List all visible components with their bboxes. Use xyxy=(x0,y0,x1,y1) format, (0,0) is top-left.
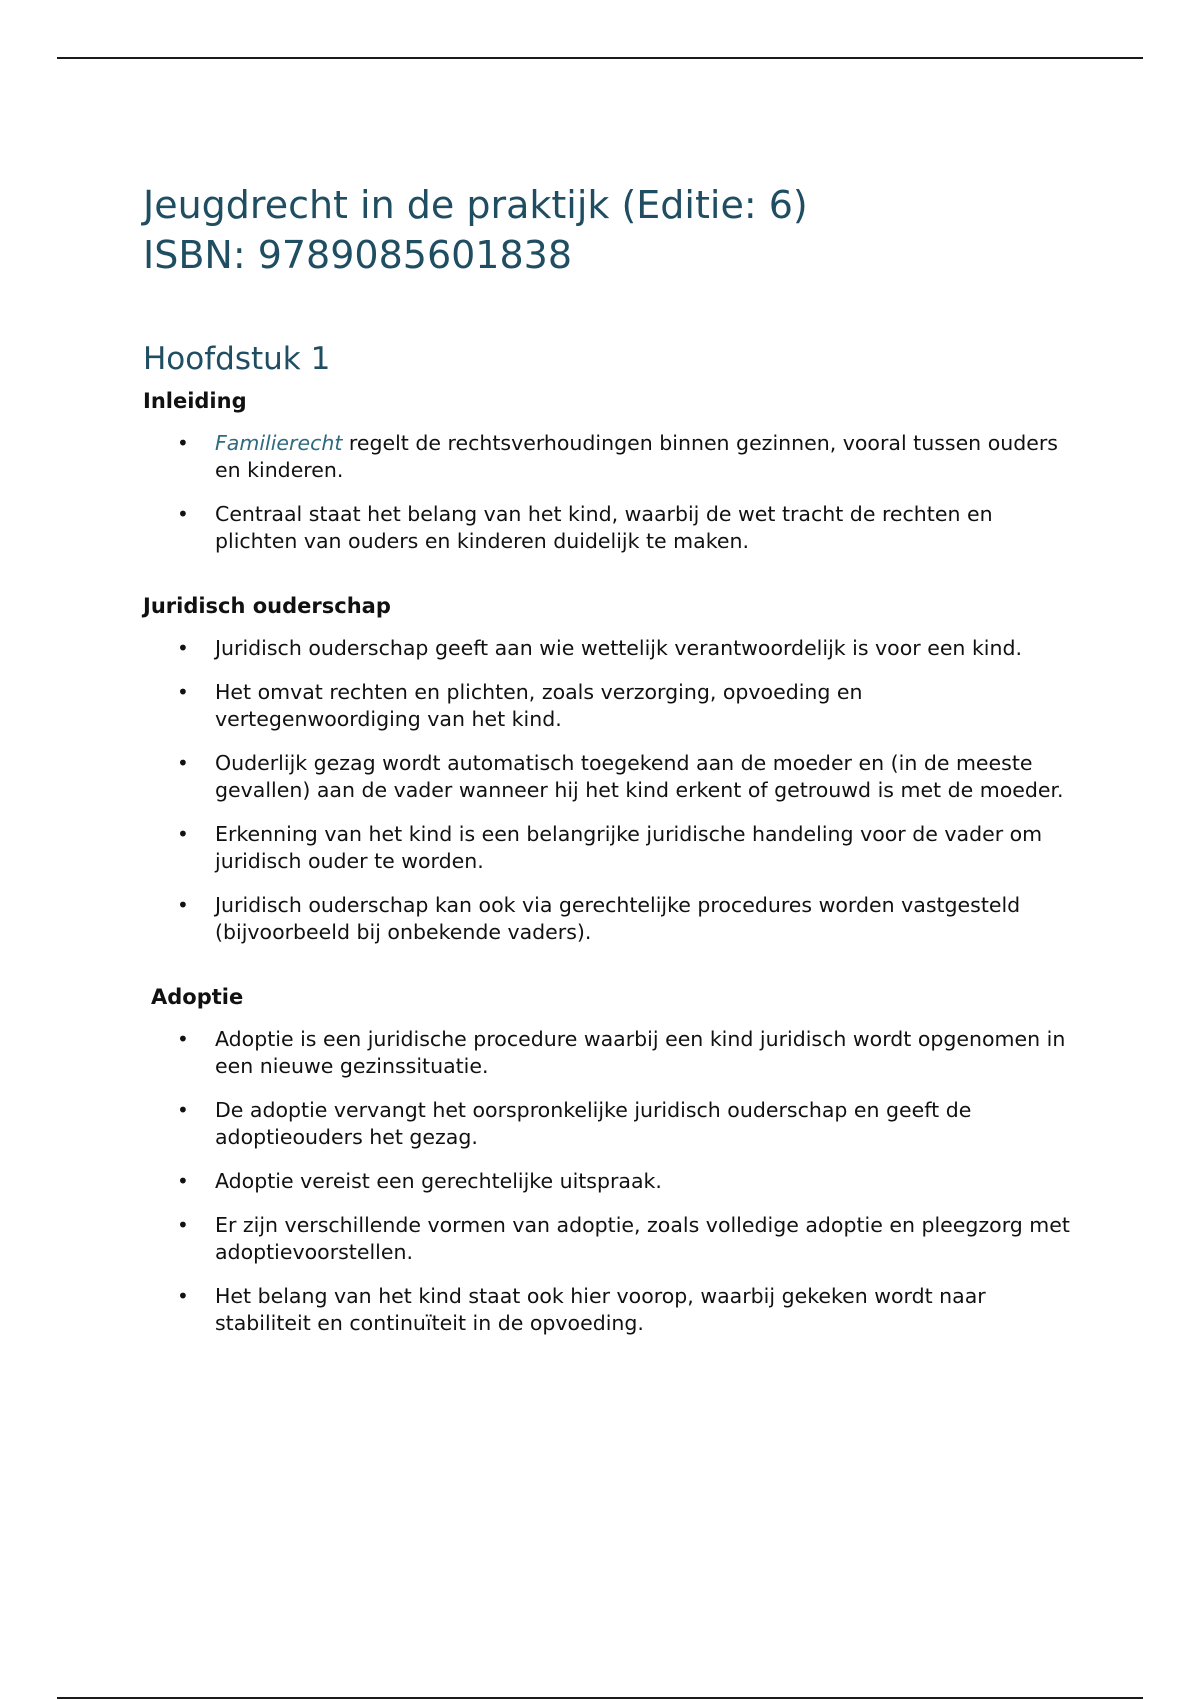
document-title-isbn: ISBN: 9789085601838 xyxy=(143,233,573,277)
bullet-icon: • xyxy=(177,1284,189,1308)
list-item xyxy=(143,679,1073,733)
bullet-icon: • xyxy=(177,636,189,660)
bullet-icon: • xyxy=(177,1027,189,1051)
bullet-list-inleiding xyxy=(143,430,1073,555)
document-title-line-1: Jeugdrecht in de praktijk (Editie: 6) xyxy=(143,183,808,227)
list-item-text: Juridisch ouderschap geeft aan wie wettelijk verantwoordelijk is voor een kind. xyxy=(215,636,1023,660)
list-item xyxy=(143,750,1073,804)
list-item xyxy=(143,892,1073,946)
list-item-text: Er zijn verschillende vormen van adoptie, zoals volledige adoptie en pleegzorg met adoptievoorstellen. xyxy=(215,1213,1070,1264)
bullet-list-juridisch-ouderschap xyxy=(143,635,1073,946)
bullet-icon: • xyxy=(177,680,189,704)
document-title xyxy=(143,180,1073,280)
section-heading-juridisch-ouderschap: Juridisch ouderschap xyxy=(143,594,391,618)
term-familierecht: Familierecht xyxy=(215,431,343,455)
bullet-icon: • xyxy=(177,751,189,775)
list-item xyxy=(143,821,1073,875)
list-item xyxy=(143,635,1073,662)
bullet-icon: • xyxy=(177,822,189,846)
list-item-text: Centraal staat het belang van het kind, waarbij de wet tracht de rechten en plichten van ouders en kinderen duidelijk te maken. xyxy=(215,502,993,553)
bullet-icon: • xyxy=(177,502,189,526)
bullet-list-adoptie xyxy=(143,1026,1073,1337)
list-item xyxy=(143,1168,1073,1195)
list-item xyxy=(143,501,1073,555)
list-item xyxy=(143,430,1073,484)
list-item xyxy=(143,1283,1073,1337)
list-item-text: regelt de rechtsverhoudingen binnen gezinnen, vooral tussen ouders en kinderen. xyxy=(215,431,1058,482)
list-item xyxy=(143,1097,1073,1151)
list-item-text: De adoptie vervangt het oorspronkelijke juridisch ouderschap en geeft de adoptieouders het gezag. xyxy=(215,1098,972,1149)
chapter-title: Hoofdstuk 1 xyxy=(143,341,331,377)
list-item-text: Juridisch ouderschap kan ook via gerechtelijke procedures worden vastgesteld (bijvoorbeeld bij onbekende vaders). xyxy=(215,893,1021,944)
bullet-icon: • xyxy=(177,431,189,455)
bullet-icon: • xyxy=(177,1213,189,1237)
bullet-icon: • xyxy=(177,1098,189,1122)
section-heading-inleiding: Inleiding xyxy=(143,389,247,413)
list-item-text: Het omvat rechten en plichten, zoals verzorging, opvoeding en vertegenwoordiging van het kind. xyxy=(215,680,863,731)
header-rule xyxy=(57,57,1143,59)
list-item xyxy=(143,1026,1073,1080)
bullet-icon: • xyxy=(177,1169,189,1193)
list-item-text: Erkenning van het kind is een belangrijke juridische handeling voor de vader om juridisch ouder te worden. xyxy=(215,822,1043,873)
list-item-text: Het belang van het kind staat ook hier voorop, waarbij gekeken wordt naar stabiliteit en continuïteit in de opvoeding. xyxy=(215,1284,986,1335)
list-item xyxy=(143,1212,1073,1266)
list-item-text: Adoptie vereist een gerechtelijke uitspraak. xyxy=(215,1169,662,1193)
footer-rule xyxy=(57,1697,1143,1699)
list-item-text: Ouderlijk gezag wordt automatisch toegekend aan de moeder en (in de meeste gevallen) aan de vader wanneer hij het kind erkent of getrouwd is met de moeder. xyxy=(215,751,1064,802)
bullet-icon: • xyxy=(177,893,189,917)
page-content xyxy=(143,180,1073,1354)
section-heading-adoptie: Adoptie xyxy=(151,985,244,1009)
list-item-text: Adoptie is een juridische procedure waarbij een kind juridisch wordt opgenomen in een nieuwe gezinssituatie. xyxy=(215,1027,1066,1078)
